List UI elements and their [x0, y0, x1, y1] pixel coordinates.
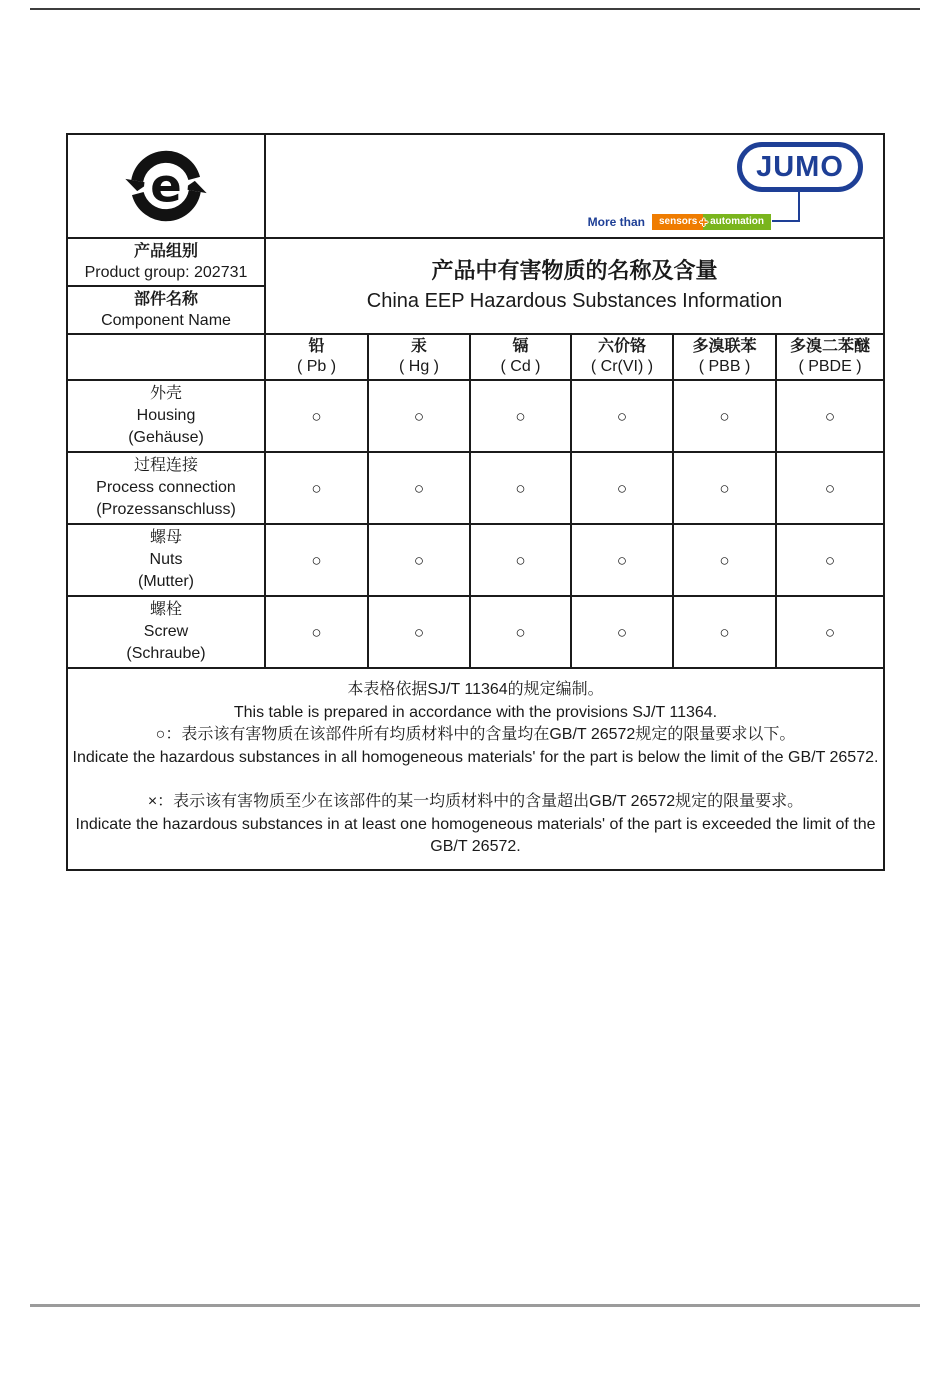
substance-status-circle: ○ — [311, 478, 322, 498]
substance-en: ( PBDE ) — [798, 358, 862, 375]
substance-status-circle: ○ — [719, 550, 730, 570]
substance-header-cd — [470, 334, 571, 380]
svg-text:e: e — [150, 158, 182, 213]
status-cell — [776, 596, 884, 668]
component-zh: 过程连接 — [133, 457, 198, 474]
substance-status-circle: ○ — [515, 622, 526, 642]
substance-header-crvi — [571, 334, 673, 380]
substance-header-pbde — [776, 334, 884, 380]
substance-status-circle: ○ — [824, 622, 836, 642]
component-cell-nuts — [67, 524, 265, 596]
component-en: Nuts — [149, 551, 183, 568]
component-de: (Gehäuse) — [128, 429, 204, 446]
component-cell-process-connection — [67, 452, 265, 524]
status-cell — [673, 524, 776, 596]
substance-status-circle: ○ — [719, 622, 730, 642]
note-cross-zh: ×：表示该有害物质至少在该部件的某一均质材料中的含量超出GB/T 26572规定的限量要求。 — [147, 793, 804, 811]
substance-status-circle: ○ — [413, 622, 425, 642]
empty-corner-cell — [67, 334, 265, 380]
jumo-logo-connector-line — [772, 191, 800, 222]
component-cell-housing — [67, 380, 265, 452]
component-zh: 螺母 — [149, 529, 182, 546]
status-cell — [368, 524, 470, 596]
note-spacer — [70, 769, 881, 791]
component-en: Housing — [136, 407, 196, 424]
brand-cell — [265, 134, 884, 238]
substance-status-circle: ○ — [311, 550, 322, 570]
substance-zh: 铅 — [308, 338, 325, 355]
substance-status-circle: ○ — [413, 406, 425, 426]
component-zh: 外壳 — [149, 385, 182, 402]
component-zh: 螺栓 — [149, 601, 182, 618]
substance-zh: 多溴二苯醚 — [789, 338, 870, 355]
substance-zh: 多溴联苯 — [692, 338, 757, 355]
substance-status-circle: ○ — [413, 550, 425, 570]
component-en: Process connection — [96, 479, 236, 496]
note-basis-zh: 本表格依据SJ/T 11364的规定编制。 — [347, 681, 604, 699]
component-de: (Prozessanschluss) — [96, 501, 236, 518]
status-cell — [571, 380, 673, 452]
status-cell — [571, 524, 673, 596]
status-cell — [470, 596, 571, 668]
status-cell — [673, 380, 776, 452]
substance-status-circle: ○ — [719, 478, 730, 498]
status-cell — [470, 452, 571, 524]
substance-zh: 汞 — [410, 338, 427, 355]
status-cell — [265, 452, 368, 524]
substance-en: ( Pb ) — [296, 358, 337, 375]
note-circle-zh: ○：表示该有害物质在该部件所有均质材料中的含量均在GB/T 26572规定的限量要求以下。 — [155, 726, 796, 744]
table-title-cell — [265, 238, 884, 334]
substance-en: ( Cr(VI) ) — [590, 358, 654, 375]
table-row-screw — [67, 596, 884, 668]
note-cross-en: Indicate the hazardous substances in at least one homogeneous materials' of the part is exceeded the limit of the GB/T 26572. — [75, 815, 876, 856]
component-name-header-cell — [67, 286, 265, 334]
page-top-rule — [30, 8, 920, 10]
table-title-zh: 产品中有害物质的名称及含量 — [431, 258, 718, 283]
notes-cell — [67, 668, 884, 870]
status-cell — [673, 596, 776, 668]
substance-status-circle: ○ — [824, 550, 836, 570]
status-cell — [776, 380, 884, 452]
substance-zh: 镉 — [512, 338, 529, 355]
status-cell — [673, 452, 776, 524]
substance-header-pb — [265, 334, 368, 380]
jumo-tagline — [588, 214, 771, 230]
component-de: (Mutter) — [138, 573, 194, 590]
table-row — [67, 334, 884, 380]
jumo-logo — [737, 142, 863, 192]
note-circle-en: Indicate the hazardous substances in all homogeneous materials' for the part is below the limit of the GB/T 26572. — [72, 748, 879, 766]
substance-en: ( Cd ) — [500, 358, 541, 375]
substance-en: ( PBB ) — [698, 358, 751, 375]
status-cell — [470, 524, 571, 596]
substance-header-pbb — [673, 334, 776, 380]
table-row-process-connection — [67, 452, 884, 524]
rohs-declaration-table — [66, 133, 885, 871]
component-en: Screw — [143, 623, 189, 640]
status-cell — [368, 452, 470, 524]
note-basis-en: This table is prepared in accordance with the provisions SJ/T 11364. — [233, 703, 718, 721]
substance-status-circle: ○ — [413, 478, 425, 498]
status-cell — [265, 596, 368, 668]
tagline-prefix: More than — [587, 215, 645, 229]
component-name-label-zh: 部件名称 — [133, 291, 198, 308]
status-cell — [265, 380, 368, 452]
substance-zh: 六价铬 — [597, 338, 646, 355]
plus-icon: + — [699, 213, 709, 231]
status-cell — [368, 380, 470, 452]
status-cell — [368, 596, 470, 668]
table-row-nuts — [67, 524, 884, 596]
substance-status-circle: ○ — [311, 622, 322, 642]
substance-status-circle: ○ — [515, 550, 526, 570]
e-mark-cell — [67, 134, 265, 238]
product-group-cell — [67, 238, 265, 286]
substance-status-circle: ○ — [616, 550, 628, 570]
status-cell — [470, 380, 571, 452]
product-group-label-en: Product group: 202731 — [84, 264, 248, 281]
substance-status-circle: ○ — [616, 478, 628, 498]
component-de: (Schraube) — [126, 645, 206, 662]
table-row — [67, 238, 884, 286]
substance-status-circle: ○ — [311, 406, 322, 426]
substance-status-circle: ○ — [616, 622, 628, 642]
substance-status-circle: ○ — [616, 406, 628, 426]
status-cell — [776, 452, 884, 524]
table-row-notes — [67, 668, 884, 870]
table-row — [67, 134, 884, 238]
substance-status-circle: ○ — [515, 478, 526, 498]
status-cell — [571, 452, 673, 524]
status-cell — [776, 524, 884, 596]
substance-en: ( Hg ) — [399, 358, 439, 375]
tagline-badge-sensors: sensors — [652, 214, 704, 230]
substance-status-circle: ○ — [824, 478, 836, 498]
china-rohs-e-mark-icon — [119, 143, 213, 229]
substance-status-circle: ○ — [719, 406, 730, 426]
status-cell — [571, 596, 673, 668]
jumo-logo-word: JUMO — [756, 150, 844, 183]
component-name-label-en: Component Name — [101, 312, 231, 329]
table-row-housing — [67, 380, 884, 452]
table-title-en: China EEP Hazardous Substances Information — [366, 290, 783, 312]
product-group-label-zh: 产品组别 — [133, 243, 198, 260]
tagline-badge-automation: automation — [703, 214, 771, 230]
page-bottom-rule — [30, 1304, 920, 1307]
status-cell — [265, 524, 368, 596]
substance-header-hg — [368, 334, 470, 380]
substance-status-circle: ○ — [515, 406, 526, 426]
substance-status-circle: ○ — [824, 406, 836, 426]
component-cell-screw — [67, 596, 265, 668]
